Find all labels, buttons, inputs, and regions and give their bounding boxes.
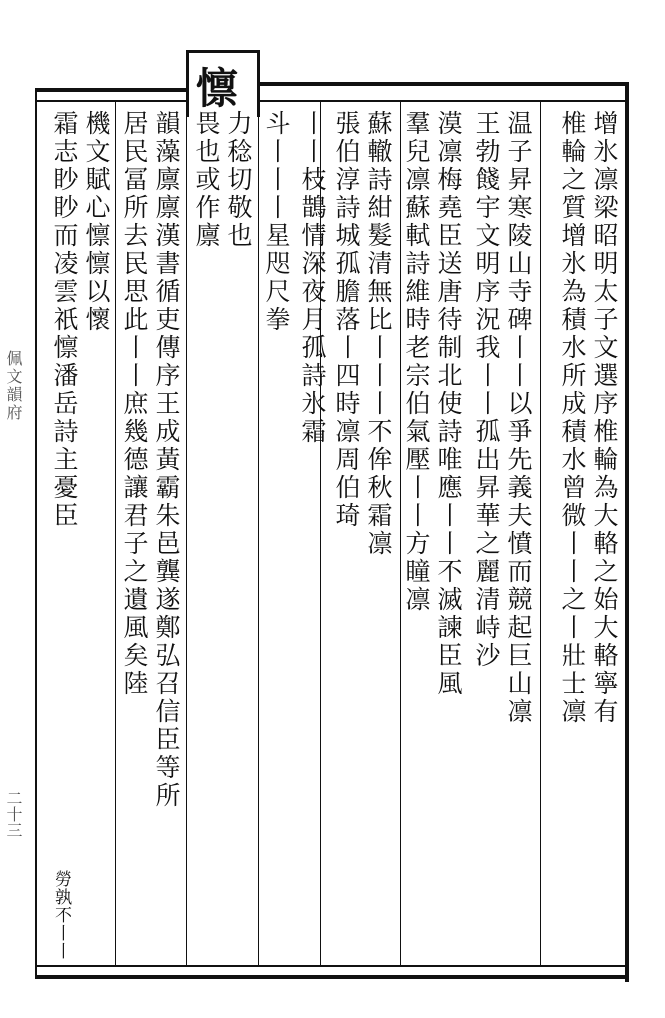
text-column-17: 勞孰不丨丨 [51, 870, 71, 960]
headword-tab-char: 懔 [196, 64, 239, 113]
margin-title: 佩文韻府 [4, 350, 23, 422]
left-rule [35, 88, 37, 978]
text-column-13: 韻藻廪廪漢書循吏傳序王成黃霸朱邑龔遂鄭弘召信臣等所 [152, 110, 181, 810]
top-rule-left [35, 88, 187, 92]
bottom-rule [35, 975, 629, 979]
inner-top-rule [35, 100, 625, 102]
right-rule [625, 82, 629, 982]
column-divider-1 [540, 100, 541, 965]
column-divider-6 [115, 100, 116, 965]
text-column-7: 蘇轍詩紺髮清無比丨丨丨不侔秋霜凛 [364, 110, 393, 558]
text-column-14: 居民冨所去民思此丨丨庶幾德讓君子之遺風矣陸 [120, 110, 149, 698]
inner-bottom-rule [35, 965, 625, 967]
top-rule-right [256, 82, 628, 86]
text-column-6: 羣兒凛蘇軾詩維時老宗伯氣壓丨丨方瞳凛 [402, 110, 431, 614]
text-column-9: 丨丨枝鵲情深夜月孤詩氷霜 [298, 110, 327, 446]
text-column-5: 漠凛梅堯臣送唐待制北使詩唯應丨丨不滅諫臣風 [434, 110, 463, 698]
text-column-11: 力稔切敬也 [224, 110, 253, 250]
text-column-2: 椎輪之質增氷為積水所成積水曾微丨丨之丨壯士凛 [558, 110, 587, 726]
column-divider-2 [400, 100, 401, 965]
page-number: 二十三 [4, 790, 23, 838]
text-column-1: 增氷凛梁昭明太子文選序椎輪為大輅之始大輅寧有 [590, 110, 619, 726]
text-column-16: 霜志眇眇而凌雲祇懔潘岳詩主憂臣 [50, 110, 79, 530]
column-divider-4 [258, 100, 259, 965]
text-column-10: 斗丨丨丨星咫尺拳 [262, 110, 291, 334]
column-divider-5 [186, 100, 187, 965]
text-column-3: 温子昇寒陵山寺碑丨丨以爭先義夫憤而競起巨山凛 [504, 110, 533, 726]
text-column-15: 機文賦心懔懔以懷 [82, 110, 111, 334]
text-column-8: 張伯淳詩城孤膽落丨四時凛周伯琦 [332, 110, 361, 530]
text-column-12: 畏也或作廪 [192, 110, 221, 250]
text-column-4: 王勃餞宇文明序況我丨丨孤出昇華之麗清峙沙 [472, 110, 501, 670]
